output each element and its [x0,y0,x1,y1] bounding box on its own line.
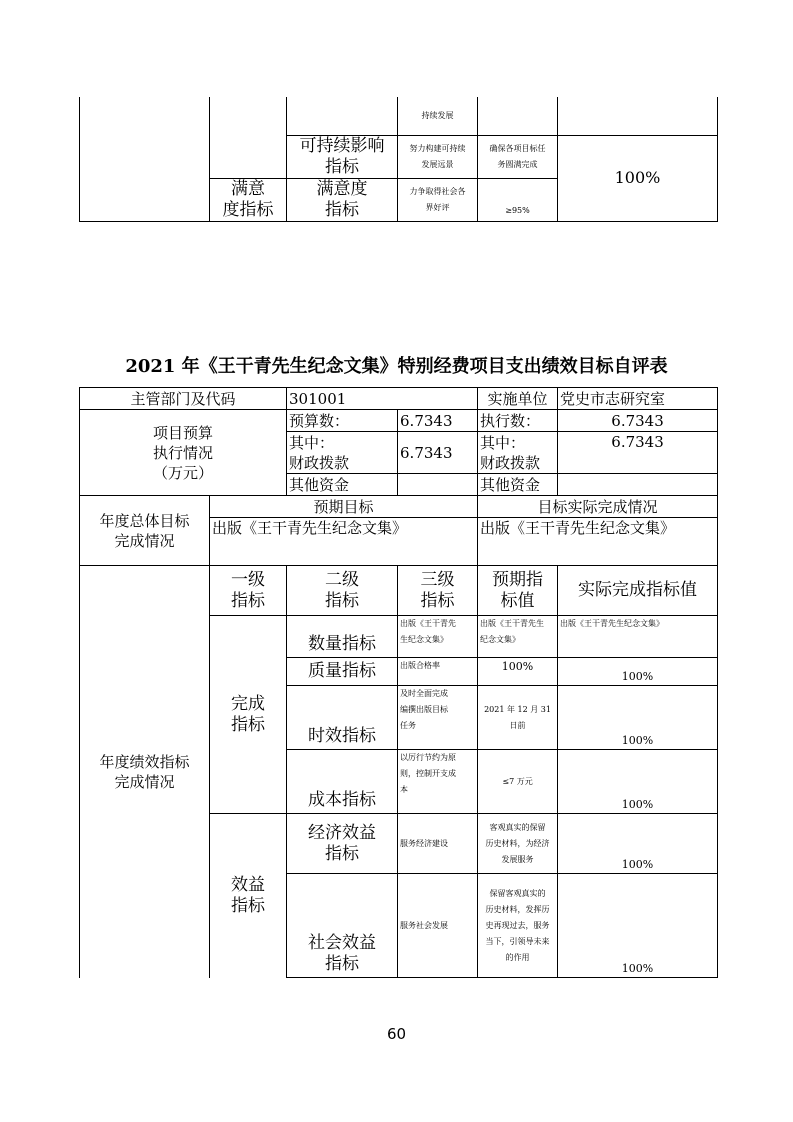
exec-num-label: 执行数： [478,410,558,432]
satisfaction-expected-cell: ≥95% [478,178,558,221]
col-actual-header: 实际完成指标值 [558,566,718,616]
row-actual-cell: 100% [558,686,718,750]
row-l3-cell: 出版合格率 [398,658,478,686]
l3-cell: 持续发展 [398,97,478,135]
row-l2-cell: 成本指标 [287,750,398,814]
sustain-actual-cell: 100% [558,135,718,221]
row-expected-cell: 100% [478,658,558,686]
perf-label: 年度绩效指标 完成情况 [80,566,210,978]
impl-label: 实施单位 [478,388,558,410]
of-which-exec-label: 其中： 财政拨款 [478,432,558,474]
row-l2-cell: 经济效益 指标 [287,814,398,874]
satisfaction-l2-cell: 满意度 指标 [287,178,398,221]
sustain-l3-cell: 努力构建可持续 发展远景 [398,135,478,178]
row-expected-cell: 出版《王干青先生 纪念文集》 [478,616,558,658]
sustain-expected-cell: 确保各项目标任 务圆满完成 [478,135,558,178]
blank-cell [80,178,210,221]
dept-code: 301001 [287,388,478,410]
continuation-table [79,97,718,222]
of-which-exec: 6.7343 [558,432,718,474]
satisfaction-l1-cell: 满意 度指标 [210,178,287,221]
budget-label: 项目预算 执行情况 （万元） [80,410,287,496]
row-actual-cell: 100% [558,750,718,814]
of-which-label: 其中： 财政拨款 [287,432,398,474]
row-expected-cell: 2021 年 12 月 31 日前 [478,686,558,750]
expected-value: 出版《王干青先生纪念文集》 [210,518,478,566]
blank-cell [287,97,398,135]
of-which-budget: 6.7343 [398,432,478,474]
page-number: 60 [386,1025,407,1043]
blank-cell [210,135,287,178]
page-title: 2021 年《王干青先生纪念文集》特别经费项目支出绩效目标自评表 [125,356,668,377]
col-l2-header: 二级 指标 [287,566,398,616]
benefit-group-cell: 效益 指标 [210,814,287,978]
impl-value: 党史市志研究室 [558,388,718,410]
dept-label: 主管部门及代码 [80,388,287,410]
exec-num-value: 6.7343 [558,410,718,432]
row-l3-cell: 出版《王干青先 生纪念文集》 [398,616,478,658]
expected-header: 预期目标 [210,496,478,518]
other-exec-label: 其他资金 [478,474,558,496]
col-l1-header: 一级 指标 [210,566,287,616]
row-l3-cell: 服务社会发展 [398,874,478,978]
blank-cell [558,97,718,135]
blank-cell [80,135,210,178]
row-l3-cell: 以厉行节约为原 则，控制开支成 本 [398,750,478,814]
budget-num-label: 预算数： [287,410,398,432]
row-actual-cell: 100% [558,874,718,978]
actual-header: 目标实际完成情况 [478,496,718,518]
blank-cell [478,97,558,135]
row-expected-cell: 保留客观真实的 历史材料，发挥历 史再现过去，服务 当下，引领导未来 的作用 [478,874,558,978]
row-expected-cell: ≤7 万元 [478,750,558,814]
row-l2-cell: 社会效益 指标 [287,874,398,978]
col-expected-header: 预期指 标值 [478,566,558,616]
sustain-l2-cell: 可持续影响 指标 [287,135,398,178]
row-expected-cell: 客观真实的保留 历史材料，为经济 发展服务 [478,814,558,874]
row-actual-cell: 出版《王干青先生纪念文集》 [558,616,718,658]
actual-value: 出版《王干青先生纪念文集》 [478,518,718,566]
annual-label: 年度总体目标 完成情况 [80,496,210,566]
row-l2-cell: 数量指标 [287,616,398,658]
row-l2-cell: 质量指标 [287,658,398,686]
row-l2-cell: 时效指标 [287,686,398,750]
other-label: 其他资金 [287,474,398,496]
complete-group-cell: 完成 指标 [210,616,287,814]
performance-table [79,387,718,978]
row-actual-cell: 100% [558,814,718,874]
blank-cell [210,97,287,135]
satisfaction-l3-cell: 力争取得社会各 界好评 [398,178,478,221]
row-l3-cell: 服务经济建设 [398,814,478,874]
budget-num-value: 6.7343 [398,410,478,432]
col-l3-header: 三级 指标 [398,566,478,616]
blank-cell [80,97,210,135]
row-l3-cell: 及时全面完成 编撰出版目标 任务 [398,686,478,750]
other-exec [558,474,718,496]
other-budget [398,474,478,496]
row-actual-cell: 100% [558,658,718,686]
